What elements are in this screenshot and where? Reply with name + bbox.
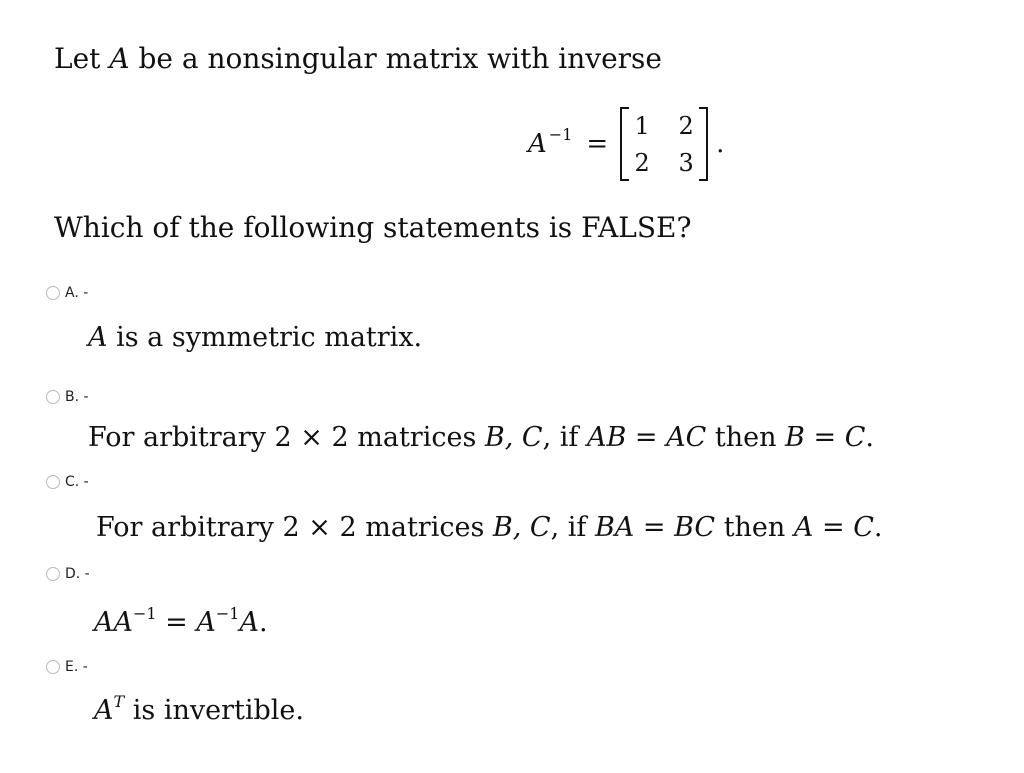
stmt-b-v5: C xyxy=(844,422,866,453)
option-a-statement xyxy=(88,322,422,353)
matrix-right-bracket xyxy=(699,107,708,181)
intro-post: be a nonsingular matrix with inverse xyxy=(129,42,662,75)
stmt-b-t2: , if xyxy=(542,422,587,453)
inverse-equation xyxy=(528,104,724,184)
option-b-statement xyxy=(88,422,874,453)
stmt-c-t3: = xyxy=(634,512,675,543)
option-a-label: A. - xyxy=(65,285,89,301)
option-d-radio-row[interactable] xyxy=(46,566,90,582)
stmt-d-e1: −1 xyxy=(133,604,157,623)
inverse-matrix xyxy=(620,107,708,181)
matrix-cell-2-2: 3 xyxy=(678,148,694,177)
stmt-a-var: A xyxy=(88,322,108,353)
option-b-label: B. - xyxy=(65,389,89,405)
matrix-left-bracket xyxy=(620,107,629,181)
stmt-d-v1: AA xyxy=(94,607,133,638)
stmt-b-v1: B, C xyxy=(484,422,543,453)
option-c-statement xyxy=(96,512,882,543)
stmt-b-v4: B xyxy=(785,422,805,453)
stmt-e-var: A xyxy=(94,695,114,726)
option-e-label: E. - xyxy=(65,659,88,675)
equation-lhs-base: A xyxy=(528,129,547,159)
option-c-radio[interactable] xyxy=(46,475,60,489)
stmt-c-t6: . xyxy=(873,512,883,543)
stmt-b-t3: = xyxy=(626,422,667,453)
option-d-label: D. - xyxy=(65,566,90,582)
stmt-b-v2: AB xyxy=(586,422,627,453)
stmt-a-text: is a symmetric matrix. xyxy=(107,322,423,353)
option-e-statement xyxy=(94,694,304,726)
stmt-e-exp: T xyxy=(113,692,125,711)
option-c-radio-row[interactable] xyxy=(46,474,89,490)
option-a-radio[interactable] xyxy=(46,286,60,300)
stmt-d-e2: −1 xyxy=(215,604,240,623)
stmt-d-eq: = xyxy=(156,607,197,638)
intro-pre: Let xyxy=(54,42,110,75)
option-b-radio-row[interactable] xyxy=(46,389,89,405)
stmt-b-t5: = xyxy=(804,422,845,453)
stmt-c-v2: BA xyxy=(594,512,635,543)
option-e-radio[interactable] xyxy=(46,660,60,674)
question-text: Which of the following statements is FALSE? xyxy=(54,211,692,244)
stmt-b-t4: then xyxy=(706,422,786,453)
stmt-d-v2: A xyxy=(196,607,216,638)
stmt-b-v3: AC xyxy=(666,422,707,453)
stmt-c-t2: , if xyxy=(550,512,595,543)
equation-lhs-exponent: −1 xyxy=(548,125,573,144)
option-b-radio[interactable] xyxy=(46,390,60,404)
matrix-cell-1-1: 1 xyxy=(634,111,650,140)
stmt-b-t6: . xyxy=(865,422,874,453)
stmt-c-t4: then xyxy=(715,512,794,543)
stmt-c-v3: BC xyxy=(674,512,716,543)
stmt-c-v1: B, C xyxy=(492,512,551,543)
intro-var: A xyxy=(109,42,130,75)
option-c-label: C. - xyxy=(65,474,89,490)
stmt-c-t1: For arbitrary 2 × 2 matrices xyxy=(96,512,493,543)
option-d-radio[interactable] xyxy=(46,567,60,581)
equation-equals: = xyxy=(586,129,609,159)
stmt-c-v4: A xyxy=(793,512,814,543)
matrix-cell-1-2: 2 xyxy=(678,111,694,140)
option-e-radio-row[interactable] xyxy=(46,659,88,675)
equation-lhs xyxy=(528,125,573,159)
intro-text xyxy=(54,42,662,75)
stmt-d-end: . xyxy=(258,607,268,638)
equation-period: . xyxy=(716,129,725,159)
stmt-c-t5: = xyxy=(813,512,854,543)
stmt-e-text: is invertible. xyxy=(124,695,304,726)
stmt-d-v3: A xyxy=(239,607,259,638)
option-d-statement xyxy=(94,606,268,638)
stmt-c-v5: C xyxy=(853,512,874,543)
stmt-b-t1: For arbitrary 2 × 2 matrices xyxy=(88,422,485,453)
option-a-radio-row[interactable] xyxy=(46,285,88,301)
matrix-cell-2-1: 2 xyxy=(634,148,650,177)
